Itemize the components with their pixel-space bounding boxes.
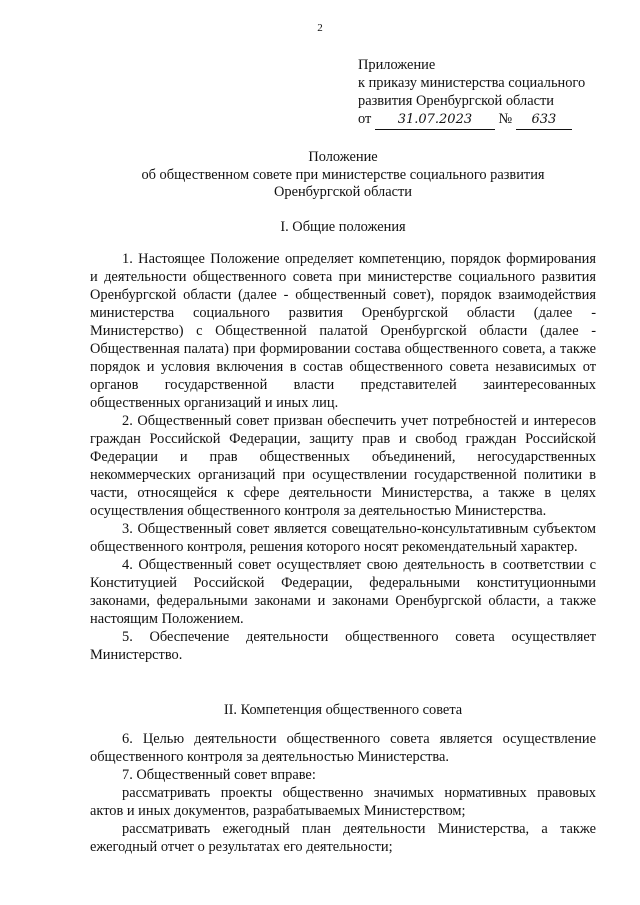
section-2-heading: II. Компетенция общественного совета	[223, 702, 463, 718]
paragraph-6: 6. Целью деятельности общественного совета является осуществление общественного контроля за деятельностью Министерства.	[90, 731, 596, 765]
handwritten-date: 31.07.2023	[375, 111, 495, 130]
section-1-heading: I. Общие положения	[280, 219, 406, 235]
title-line-3: Оренбургской области	[274, 184, 412, 200]
handwritten-number: 633	[516, 111, 572, 130]
document-title	[90, 149, 596, 202]
paragraph-3: 3. Общественный совет является совещательно-консультативным субъектом общественного контроля, решения которого носят рекомендательный характер.	[90, 521, 596, 555]
number-label: №	[498, 111, 513, 127]
title-line-2: об общественном совете при министерстве социального развития	[141, 166, 545, 183]
paragraph-7-item-1: рассматривать проекты общественно значимых нормативных правовых актов и иных документов, разрабатываемых Министерством;	[90, 785, 596, 819]
appendix-line-3: развития Оренбургской области	[358, 93, 554, 109]
paragraph-5: 5. Обеспечение деятельности общественного совета осуществляет Министерство.	[90, 629, 596, 663]
title-line-1: Положение	[308, 149, 378, 165]
from-label: от	[358, 111, 372, 127]
section-1-body	[90, 250, 596, 664]
paragraph-7-item-2: рассматривать ежегодный план деятельности Министерства, а также ежегодный отчет о результатах его деятельности;	[90, 821, 596, 855]
paragraph-2: 2. Общественный совет призван обеспечить учет потребностей и интересов граждан Российской Федерации, защиту прав и свобод граждан Российской Федерации и прав общественных объединений, негосударственных некоммерческих организаций при осуществлении государственной политики в части, относящейся к сфере деятельности Министерства, а также в целях осуществления общественного контроля за деятельностью Министерства.	[90, 413, 596, 519]
paragraph-1: 1. Настоящее Положение определяет компетенцию, порядок формирования и деятельности общественного совета при министерстве социального развития Оренбургской области (далее - общественный совет), порядок взаимодействия министерства социального развития Оренбургской области (далее - Министерство) с Общественной палатой Оренбургской области (далее - Общественная палата) при формировании состава общественного совета, а также порядок и условия включения в состав общественного совета независимых от органов государственной власти представителей заинтересованных общественных организаций и иных лиц.	[90, 251, 596, 411]
section-2-body	[90, 730, 596, 856]
appendix-line-2: к приказу министерства социального	[358, 75, 586, 91]
appendix-line-1: Приложение	[358, 57, 436, 73]
page-number: 2	[317, 22, 323, 34]
paragraph-7: 7. Общественный совет вправе:	[122, 767, 316, 783]
appendix-date-line	[358, 110, 628, 130]
paragraph-4: 4. Общественный совет осуществляет свою деятельность в соответствии с Конституцией Российской Федерации, федеральными конституционными законами, федеральными законами и законами Оренбургской области, а также настоящим Положением.	[90, 557, 596, 627]
appendix-block	[358, 56, 628, 130]
